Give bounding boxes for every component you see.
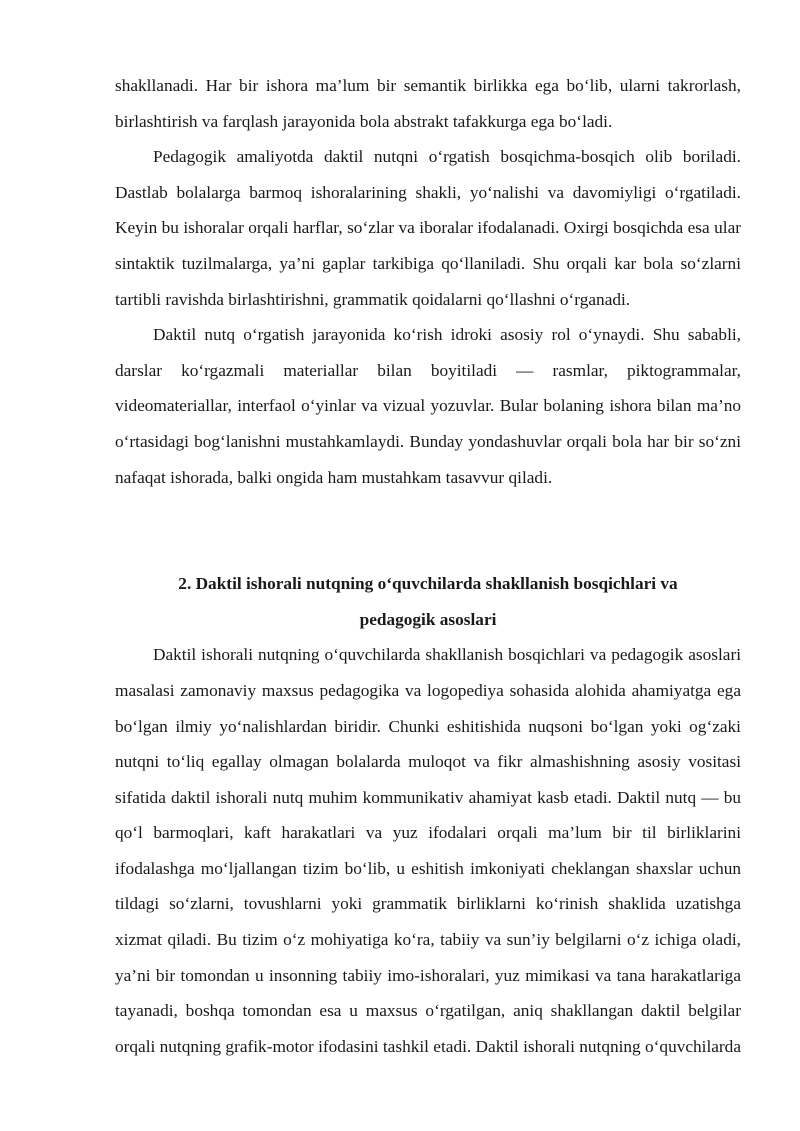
paragraph-pedagogical-practice: Pedagogik amaliyotda daktil nutqni o‘rgatish bosqichma-bosqich olib boriladi. Dastlab bolalarga barmoq ishoralarining shakli, yo‘nalishi va davomiyligi o‘rgatiladi. Keyin bu ishoralar orqali harflar, so‘zlar va iboralar ifodalanadi. Oxirgi bosqichda esa ular sintaktik tuzilmalarga, ya’ni gaplar tarkibiga qo‘llaniladi. Shu orqali kar bola so‘zlarni tartibli ravishda birlashtirishni, grammatik qoidalarni qo‘llashni o‘rganadi.: [115, 147, 741, 309]
section-heading-line-2: pedagogik asoslari: [359, 609, 497, 629]
body-text: [115, 68, 741, 1064]
paragraph-visual-perception: Daktil nutq o‘rgatish jarayonida ko‘rish idroki asosiy rol o‘ynaydi. Shu sababli, darslar ko‘rgazmali materiallar bilan boyitiladi — rasmlar, piktogrammalar, videomateriallar, interfaol o‘yinlar va vizual yozuvlar. Bular bolaning ishora bilan ma’no o‘rtasidagi bog‘lanishni mustahkamlaydi. Bunday yondashuvlar orqali bola har bir so‘zni nafaqat ishorada, balki ongida ham mustahkam tasavvur qiladi.: [115, 325, 741, 487]
section-spacer: [115, 495, 741, 566]
paragraph-continuation: shakllanadi. Har bir ishora ma’lum bir semantik birlikka ega bo‘lib, ularni takrorlash, birlashtirish va farqlash jarayonida bola abstrakt tafakkurga ega bo‘ladi.: [115, 76, 741, 131]
section-heading-line-1: 2. Daktil ishorali nutqning o‘quvchilarda shakllanish bosqichlari va: [178, 574, 678, 594]
paragraph-section-intro: Daktil ishorali nutqning o‘quvchilarda shakllanish bosqichlari va pedagogik asoslari masalasi zamonaviy maxsus pedagogika va logopediya sohasida alohida ahamiyatga ega bo‘lgan ilmiy yo‘nalishlardan biridir. Chunki eshitishida nuqsoni bo‘lgan yoki og‘zaki nutqni to‘liq egallay olmagan bolalarda muloqot va fikr almashishning asosiy vositasi sifatida daktil ishorali nutq muhim kommunikativ ahamiyat kasb etadi. Daktil nutq — bu qo‘l barmoqlari, kaft harakatlari va yuz ifodalari orqali ma’lum bir til birliklarini ifodalashga mo‘ljallangan tizim bo‘lib, u eshitish imkoniyati cheklangan shaxslar uchun tildagi so‘zlarni, tovushlarni yoki grammatik birliklarni ko‘rinish shaklida uzatishga xizmat qiladi. Bu tizim o‘z mohiyatiga ko‘ra, tabiiy va sun’iy belgilarni o‘z ichiga oladi, ya’ni bir tomondan u insonning tabiiy imo-ishoralari, yuz mimikasi va tana harakatlariga tayanadi, boshqa tomondan esa u maxsus o‘rgatilgan, aniq shakllangan daktil belgilar orqali nutqning grafik-motor ifodasini tashkil etadi. Daktil ishorali nutqning o‘quvchilarda: [115, 645, 741, 1056]
